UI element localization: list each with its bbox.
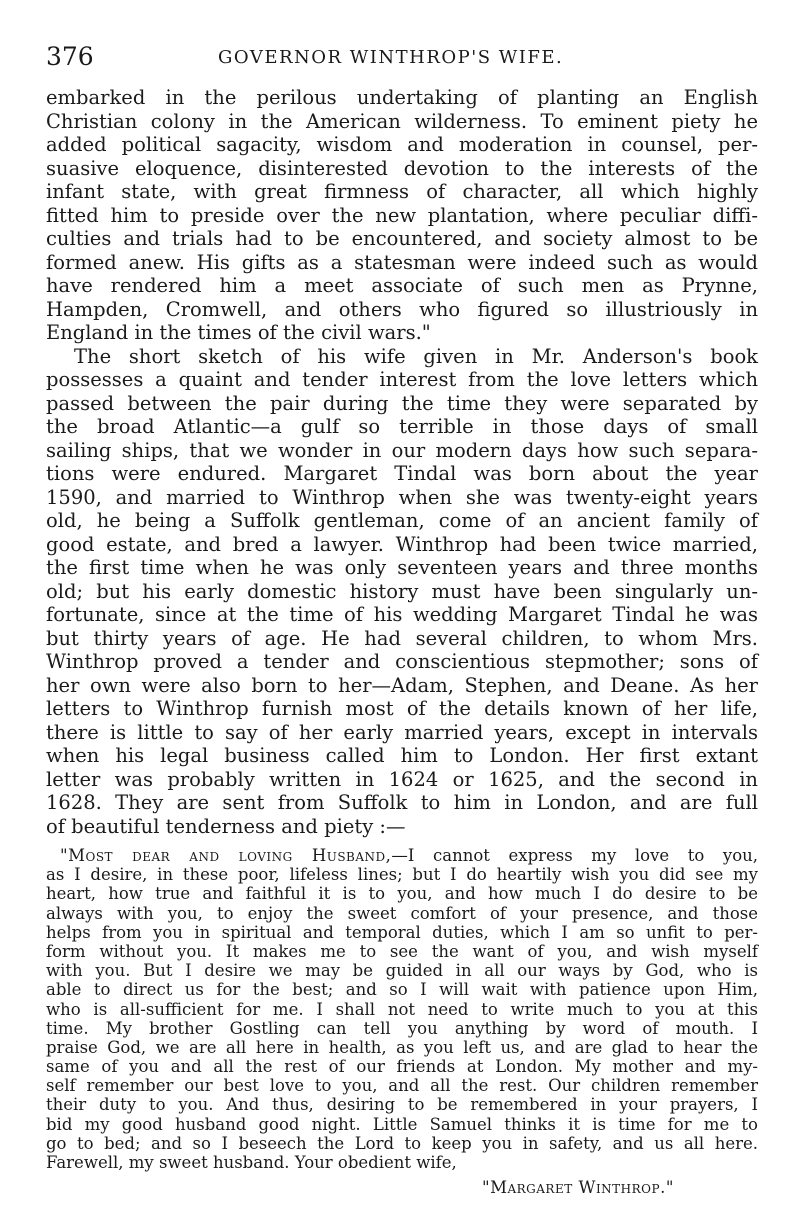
page-header: [46, 42, 766, 72]
body-line: added political sagacity, wisdom and moderation in counsel, per-: [46, 133, 758, 156]
body-line: The short sketch of his wife given in Mr. Anderson's book: [74, 344, 758, 368]
body-line: embarked in the perilous undertaking of planting an English: [46, 86, 758, 109]
body-line: letter was probably written in 1624 or 1625, and the second in: [46, 767, 758, 791]
letter-line: always with you, to enjoy the sweet comfort of your presence, and those: [46, 903, 758, 923]
letter-salutation: "Most dear and loving Husband,: [60, 846, 392, 865]
letter-line: as I desire, in these poor, lifeless lines; but I do heartily wish you did see my: [46, 865, 758, 885]
letter-line: time. My brother Gostling can tell you anything by word of mouth. I: [46, 1018, 758, 1038]
body-line: England in the times of the civil wars.": [46, 321, 431, 344]
letter-line: form without you. It makes me to see the want of you, and wish myself: [46, 941, 758, 961]
body-line: when his legal business called him to London. Her first extant: [46, 744, 758, 767]
body-line: old, he being a Suffolk gentleman, come of an ancient family of: [46, 509, 758, 532]
body-text: [46, 86, 758, 838]
body-line: Hampden, Cromwell, and others who figured so illustriously in: [46, 297, 758, 321]
quoted-letter: [46, 846, 758, 1172]
body-line: passed between the pair during the time they were separated by: [46, 391, 758, 415]
body-line: culties and trials had to be encountered, and society almost to be: [46, 227, 758, 250]
body-line: tions were endured. Margaret Tindal was born about the year: [46, 462, 758, 485]
body-line: fitted him to preside over the new plantation, where peculiar diffi-: [46, 203, 758, 227]
body-line: letters to Winthrop furnish most of the details known of her life,: [46, 697, 758, 720]
body-line: Winthrop proved a tender and conscientious stepmother; sons of: [46, 650, 758, 673]
letter-line: go to bed; and so I beseech the Lord to keep you in safety, and us all here.: [46, 1133, 758, 1153]
letter-line: helps from you in spiritual and temporal duties, which I am so unfit to per-: [46, 922, 758, 942]
letter-line: heart, how true and faithful it is to you, and how much I do desire to be: [46, 884, 758, 904]
letter-line: same of you and all the rest of our friends at London. My mother and my-: [46, 1057, 758, 1077]
body-line: but thirty years of age. He had several children, to whom Mrs.: [46, 626, 758, 650]
letter-line: with you. But I desire we may be guided in all our ways by God, who is: [46, 961, 758, 981]
body-line: have rendered him a meet associate of such men as Prynne,: [46, 274, 758, 297]
body-line: old; but his early domestic history must have been singularly un-: [46, 579, 758, 603]
page-number: 376: [46, 42, 94, 71]
letter-line: [46, 846, 758, 865]
letter-line: praise God, we are all here in health, as you left us, and are glad to hear the: [46, 1037, 758, 1057]
letter-first-line-rest: —I cannot express my love to you,: [391, 846, 759, 865]
body-line: the first time when he was only seventeen years and three months: [46, 556, 758, 579]
body-line: sailing ships, that we wonder in our modern days how such separa-: [46, 438, 758, 462]
letter-line: their duty to you. And thus, desiring to be remembered in your prayers, I: [46, 1095, 758, 1115]
letter-line: bid my good husband good night. Little Samuel thinks it is time for me to: [46, 1114, 758, 1134]
body-line: of beautiful tenderness and piety :—: [46, 814, 406, 838]
body-line: possesses a quaint and tender interest from the love letters which: [46, 368, 758, 391]
body-line: formed anew. His gifts as a statesman were indeed such as would: [46, 250, 758, 274]
letter-signature: "Margaret Winthrop.": [482, 1178, 674, 1197]
body-line: suasive eloquence, disinterested devotion to the interests of the: [46, 156, 758, 180]
body-line: her own were also born to her—Adam, Stephen, and Deane. As her: [46, 673, 758, 697]
letter-line: able to direct us for the best; and so I will wait with patience upon Him,: [46, 980, 758, 1000]
letter-line: self remember our best love to you, and all the rest. Our children remember: [46, 1076, 758, 1096]
letter-line: Farewell, my sweet husband. Your obedient wife,: [46, 1153, 457, 1172]
body-line: infant state, with great firmness of character, all which highly: [46, 180, 758, 203]
body-line: 1590, and married to Winthrop when she was twenty-eight years: [46, 485, 758, 509]
body-line: good estate, and bred a lawyer. Winthrop had been twice married,: [46, 532, 758, 556]
body-line: there is little to say of her early married years, except in intervals: [46, 720, 758, 744]
running-title: GOVERNOR WINTHROP'S WIFE.: [218, 47, 564, 68]
body-line: 1628. They are sent from Suffolk to him in London, and are full: [46, 791, 758, 814]
letter-line: who is all-sufficient for me. I shall not need to write much to you at this: [46, 999, 758, 1019]
body-line: fortunate, since at the time of his wedding Margaret Tindal he was: [46, 603, 758, 626]
body-line: the broad Atlantic—a gulf so terrible in those days of small: [46, 415, 758, 438]
body-line: Christian colony in the American wilderness. To eminent piety he: [46, 109, 758, 133]
